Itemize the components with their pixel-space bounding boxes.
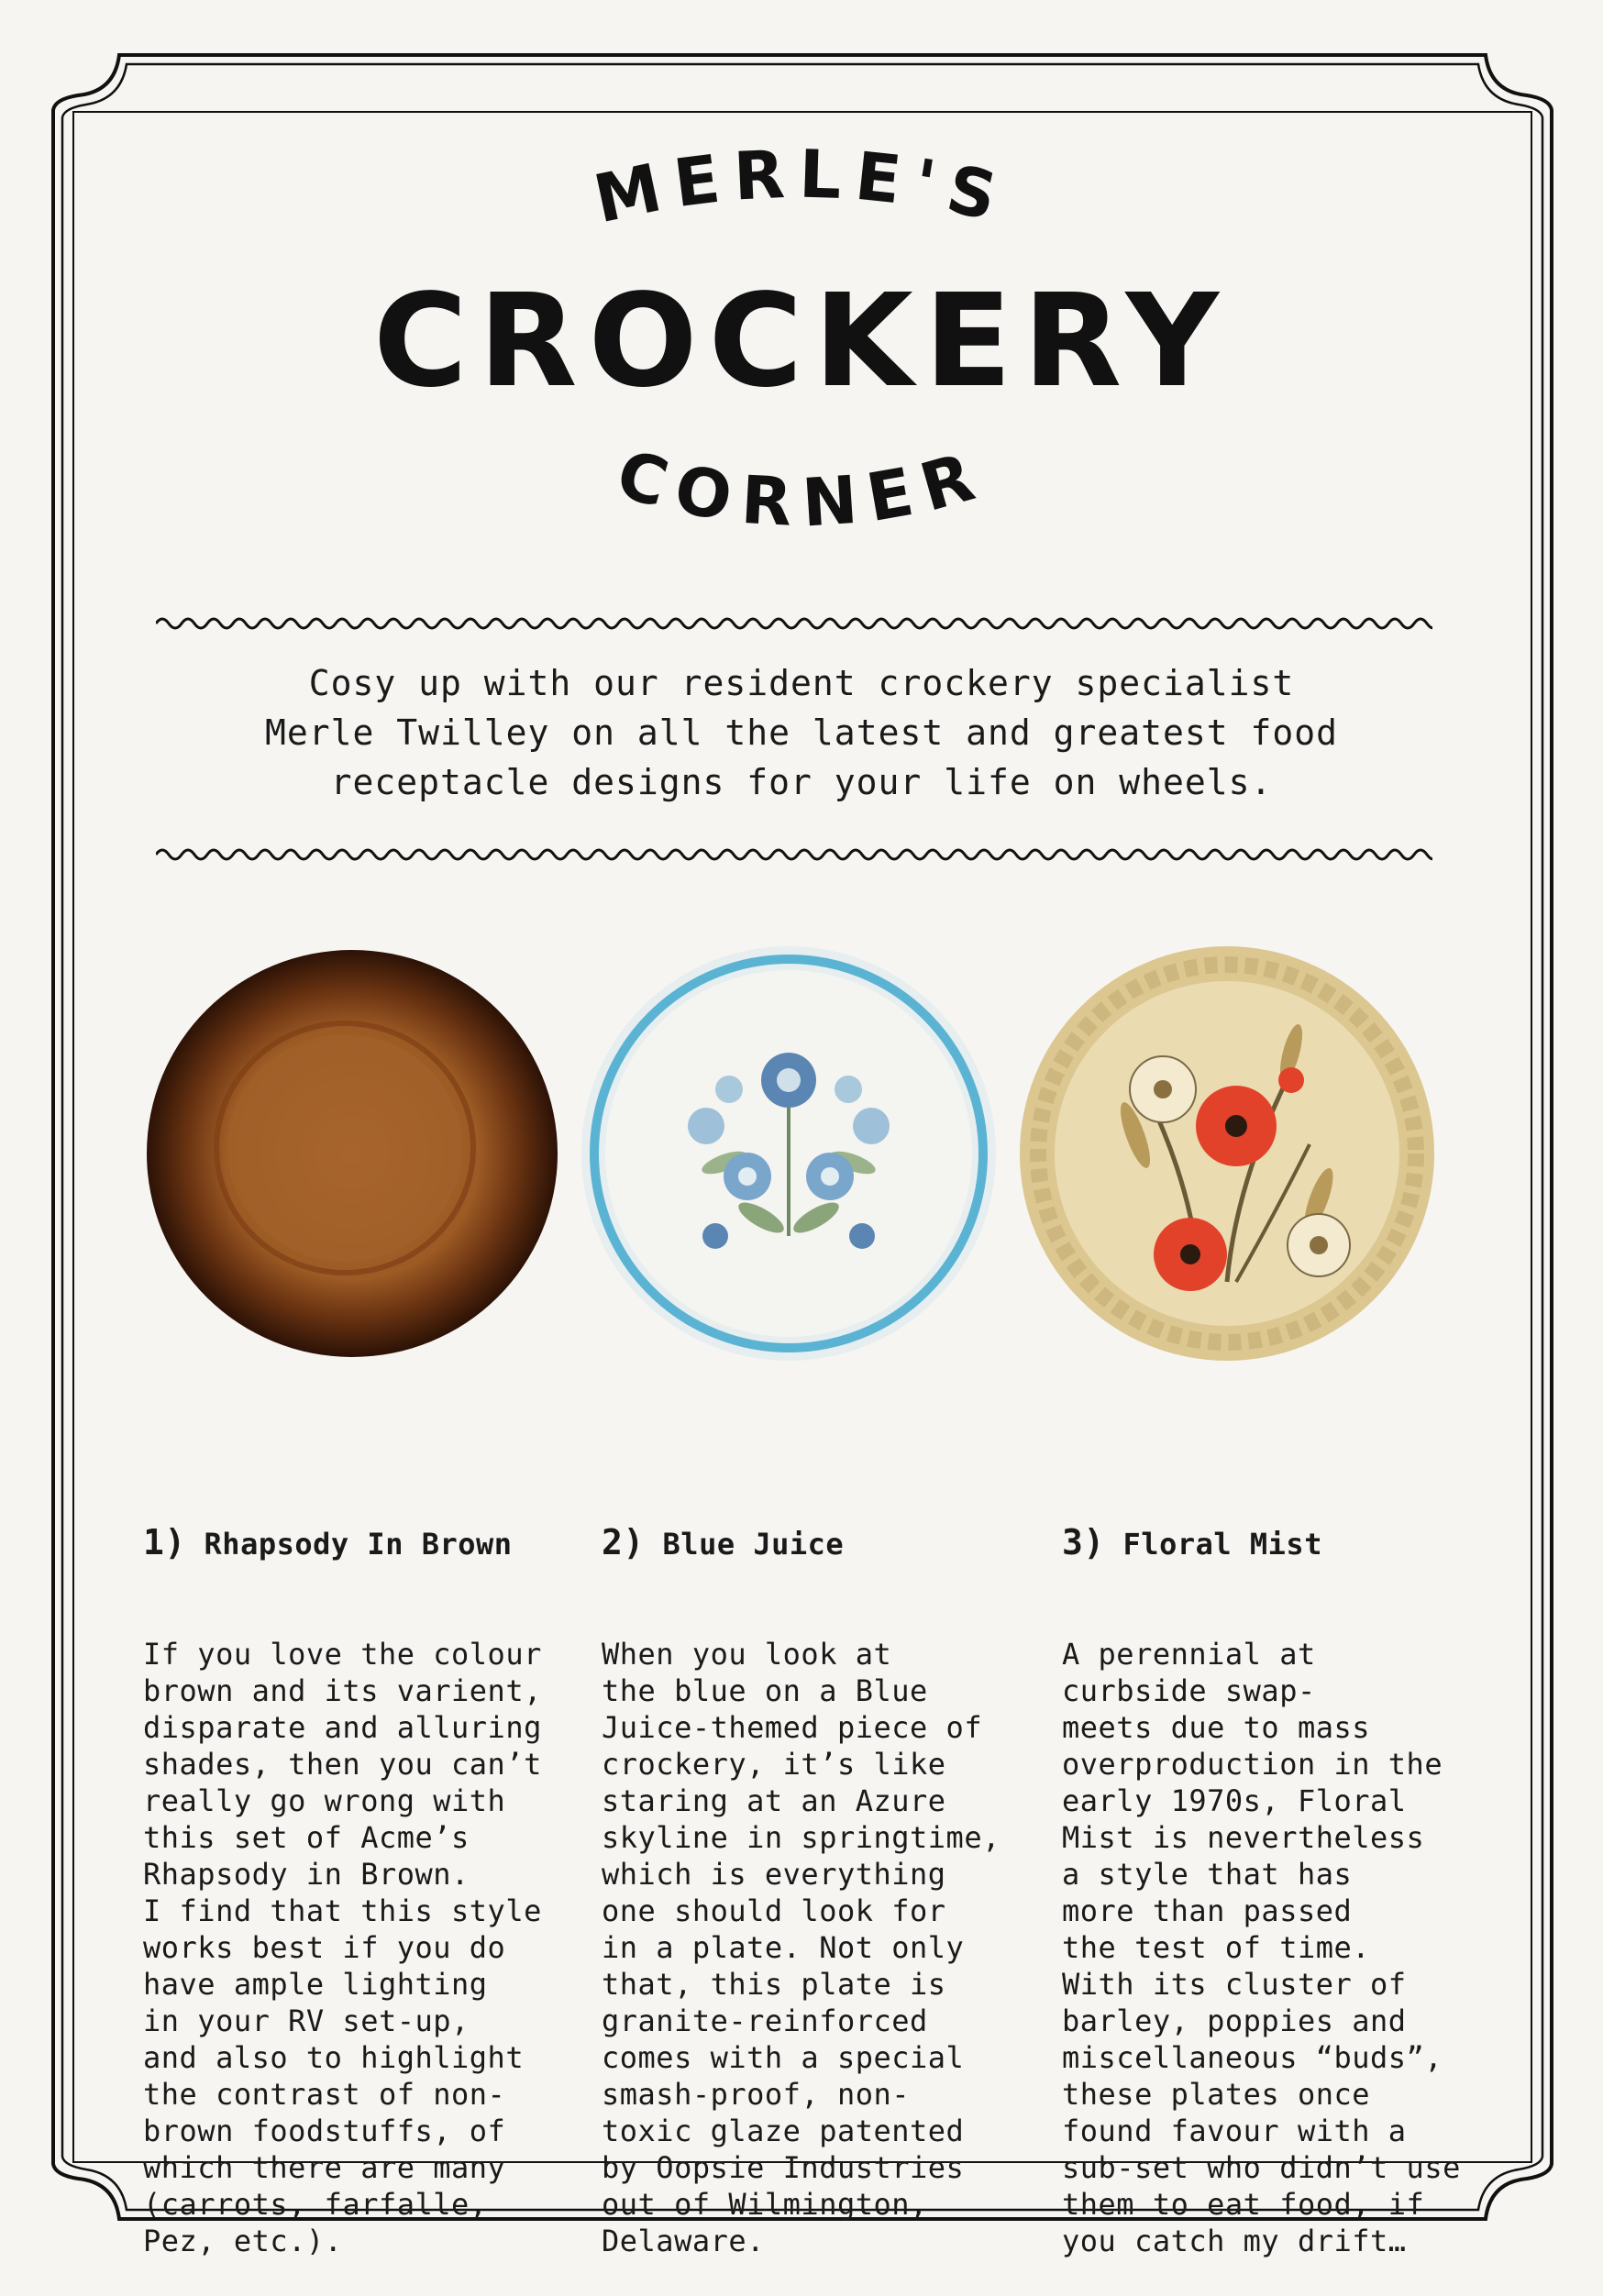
article-line: in a plate. Not only xyxy=(602,1930,965,1965)
article-line: works best if you do xyxy=(143,1930,506,1965)
article-heading xyxy=(1062,1524,1484,1562)
article-line: If you love the colour xyxy=(143,1637,542,1672)
floral-mist-plate xyxy=(1016,943,1438,1364)
blue-juice-plate xyxy=(578,943,1000,1364)
masthead xyxy=(0,138,1603,541)
article-line: by Oopsie Industries xyxy=(602,2150,965,2185)
article-line: With its cluster of xyxy=(1062,1967,1407,2002)
wavy-divider-bottom xyxy=(156,844,1432,866)
article-line: sub-set who didn’t use xyxy=(1062,2150,1461,2185)
article-line: miscellaneous “buds”, xyxy=(1062,2040,1443,2075)
article-body xyxy=(602,1636,1023,2259)
article-line: curbside swap- xyxy=(1062,1673,1316,1708)
article-line: A perennial at xyxy=(1062,1637,1316,1672)
article-line: Juice-themed piece of xyxy=(602,1710,983,1745)
article-line: you catch my drift… xyxy=(1062,2224,1407,2258)
article-line: Rhapsody in Brown. xyxy=(143,1857,470,1892)
article-heading xyxy=(143,1524,565,1562)
article-line: this set of Acme’s xyxy=(143,1820,470,1855)
article-line: disparate and alluring xyxy=(143,1710,542,1745)
article-line: these plates once xyxy=(1062,2077,1371,2112)
article-line: Pez, etc.). xyxy=(143,2224,343,2258)
article-line: the test of time. xyxy=(1062,1930,1371,1965)
article-line: (carrots, farfalle, xyxy=(143,2187,488,2222)
article-number: 1) xyxy=(143,1522,186,1562)
article-heading xyxy=(602,1524,1023,1562)
article-line: Mist is nevertheless xyxy=(1062,1820,1425,1855)
article-line: overproduction in the xyxy=(1062,1747,1443,1782)
article-number: 2) xyxy=(602,1522,645,1562)
article-line: the blue on a Blue xyxy=(602,1673,928,1708)
article-line: barley, poppies and xyxy=(1062,2003,1407,2038)
intro-line: Merle Twilley on all the latest and greatest food xyxy=(264,712,1339,753)
article-line: shades, then you can’t xyxy=(143,1747,542,1782)
article-line: which is everything xyxy=(602,1857,946,1892)
article-line: brown and its varient, xyxy=(143,1673,542,1708)
article-title: Rhapsody In Brown xyxy=(204,1527,513,1562)
article-line: which there are many xyxy=(143,2150,506,2185)
article-line: granite-reinforced xyxy=(602,2003,928,2038)
article-rhapsody-in-brown xyxy=(143,1451,565,2296)
article-line: found favour with a xyxy=(1062,2114,1407,2148)
article-line: and also to highlight xyxy=(143,2040,525,2075)
article-line: out of Wilmington, xyxy=(602,2187,928,2222)
article-line: toxic glaze patented xyxy=(602,2114,965,2148)
rhapsody-in-brown-plate xyxy=(141,943,563,1364)
masthead-line1: MERLE'S xyxy=(587,138,1016,238)
article-title: Blue Juice xyxy=(662,1527,845,1562)
article-line: them to eat food, if xyxy=(1062,2187,1425,2222)
article-body xyxy=(1062,1636,1484,2259)
masthead-title: CROCKERY xyxy=(373,267,1230,416)
article-line: that, this plate is xyxy=(602,1967,946,2002)
article-floral-mist xyxy=(1062,1451,1484,2296)
article-line: When you look at xyxy=(602,1637,892,1672)
article-line: brown foodstuffs, of xyxy=(143,2114,506,2148)
article-line: a style that has xyxy=(1062,1857,1353,1892)
intro-line: receptacle designs for your life on wheels. xyxy=(330,762,1273,802)
article-line: smash-proof, non- xyxy=(602,2077,911,2112)
article-line: skyline in springtime, xyxy=(602,1820,1000,1855)
article-number: 3) xyxy=(1062,1522,1105,1562)
article-blue-juice xyxy=(602,1451,1023,2296)
article-line: staring at an Azure xyxy=(602,1783,946,1818)
article-line: in your RV set-up, xyxy=(143,2003,470,2038)
article-title: Floral Mist xyxy=(1122,1527,1322,1562)
article-line: one should look for xyxy=(602,1893,946,1928)
article-line: comes with a special xyxy=(602,2040,965,2075)
article-line: really go wrong with xyxy=(143,1783,506,1818)
article-line: meets due to mass xyxy=(1062,1710,1371,1745)
intro-text xyxy=(211,658,1392,807)
wavy-divider-top xyxy=(156,613,1432,635)
article-body xyxy=(143,1636,565,2259)
article-line: early 1970s, Floral xyxy=(1062,1783,1407,1818)
article-line: I find that this style xyxy=(143,1893,542,1928)
article-line: the contrast of non- xyxy=(143,2077,506,2112)
article-line: Delaware. xyxy=(602,2224,765,2258)
masthead-line3: CORNER xyxy=(608,435,995,541)
article-line: more than passed xyxy=(1062,1893,1353,1928)
intro-line: Cosy up with our resident crockery specialist xyxy=(308,663,1295,703)
article-line: have ample lighting xyxy=(143,1967,488,2002)
article-line: crockery, it’s like xyxy=(602,1747,946,1782)
